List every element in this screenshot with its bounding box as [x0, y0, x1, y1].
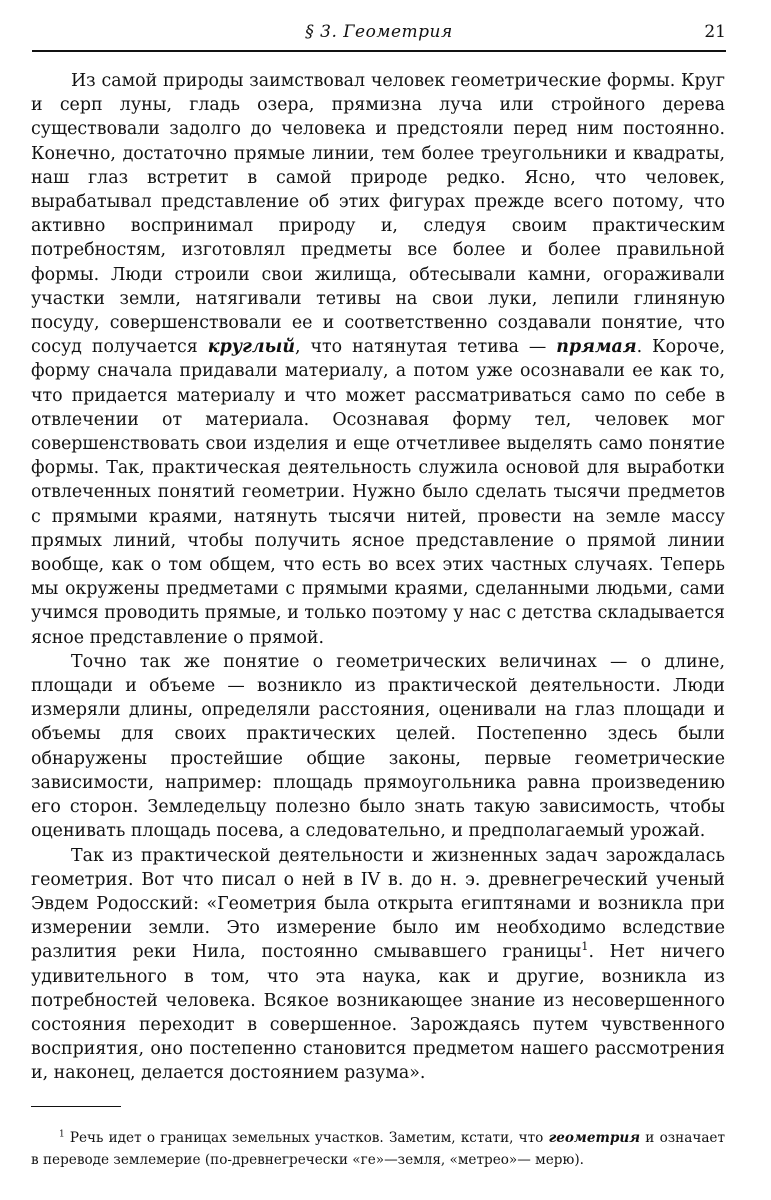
term-round: круглый — [207, 337, 295, 358]
paragraph-3 — [31, 844, 725, 1086]
footnote-term: геометрия — [548, 1130, 641, 1146]
term-straight: прямая — [556, 337, 637, 358]
paragraph-1-text-3: . Короче, форму сначала придавали материалу, а потом уже осознавали ее как то, что придается материалу и что может рассматриваться само по себе в отвлечении от материала. Осознавая форму тел, человек мог совершенствовать свои изделия и еще отчетливее выделять само понятие формы. Так, практическая деятельность служила основой для выработки отвлеченных понятий геометрии. Нужно было сделать тысячи предметов с прямыми краями, натянуть тысячи нитей, провести на земле массу прямых линий, чтобы получить ясное представление о прямой линии вообще, как о том общем, что есть во всех этих частных случаях. Теперь мы окружены предметами с прямыми краями, сделанными людьми, сами учимся проводить прямые, и только поэтому у нас с детства складывается ясное представление о прямой. — [31, 337, 726, 648]
paragraph-3-text-2: . Нет ничего удивительного в том, что эта наука, как и другие, возникла из потребностей человека. Всякое возникающее знание из несовершенного состояния переходит в совершенное. Зарождаясь путем чувственного восприятия, оно постепенно становится предметом нашего рассмотрения и, наконец, делается достоянием разума». — [31, 942, 726, 1084]
footnote — [31, 1127, 725, 1171]
footnote-divider — [31, 1106, 121, 1107]
running-header — [32, 18, 726, 52]
footnote-text-1: Речь идет о границах земельных участков. Заметим, кстати, что — [64, 1130, 549, 1146]
paragraph-2: Точно так же понятие о геометрических величинах — о длине, площади и объеме — возникло из практической деятельности. Люди измеряли длины, определяли расстояния, оценивали на глаз площади и объемы для своих практических целей. Постепенно здесь были обнаружены простейшие общие законы, первые геометрические зависимости, например: площадь прямоугольника равна произведению его сторон. Земледельцу полезно было знать такую зависимость, чтобы оценивать площадь посева, а следовательно, и предполагаемый урожай. — [31, 651, 725, 842]
footnote-reference: 1 — [581, 940, 589, 954]
page-number: 21 — [704, 22, 726, 42]
paragraph-1-text-2: , что натянутая тетива — — [294, 337, 557, 358]
main-text — [31, 69, 725, 1086]
footnote-marker: 1 — [59, 1129, 65, 1140]
paragraph-3-text-1: Так из практической деятельности и жизненных задач зарождалась геометрия. Вот что писал о ней в IV в. до н. э. древнегреческий ученый Эвдем Родосский: «Геометрия была открыта египтянами и возникла при измерении земли. Это измерение было им необходимо вследствие разлития реки Нила, постоянно смывавшего границы — [31, 845, 725, 963]
paragraph-1-text-1: Из самой природы заимствовал человек геометрические формы. Круг и серп луны, гладь озера, прямизна луча или стройного дерева существовали задолго до человека и предстояли перед ним постоянно. Конечно, достаточно прямые линии, тем более треугольники и квадраты, наш глаз встретит в самой природе редко. Ясно, что человек, вырабатывал представление об этих фигурах прежде всего потому, что активно воспринимал природу и, следуя своим практическим потребностям, изготовлял предметы все более и более правильной формы. Люди строили свои жилища, обтесывали камни, огораживали участки земли, натягивали тетивы на свои луки, лепили глиняную посуду, совершенствовали ее и соответственно создавали понятие, что сосуд получается — [31, 71, 725, 358]
paragraph-1 — [31, 69, 725, 650]
footnote-text-2: и означает в переводе землемерие (по-древнегречески «ге»—земля, «метрео»— мерю). — [31, 1130, 725, 1168]
section-title: § 3. Геометрия — [305, 22, 453, 42]
